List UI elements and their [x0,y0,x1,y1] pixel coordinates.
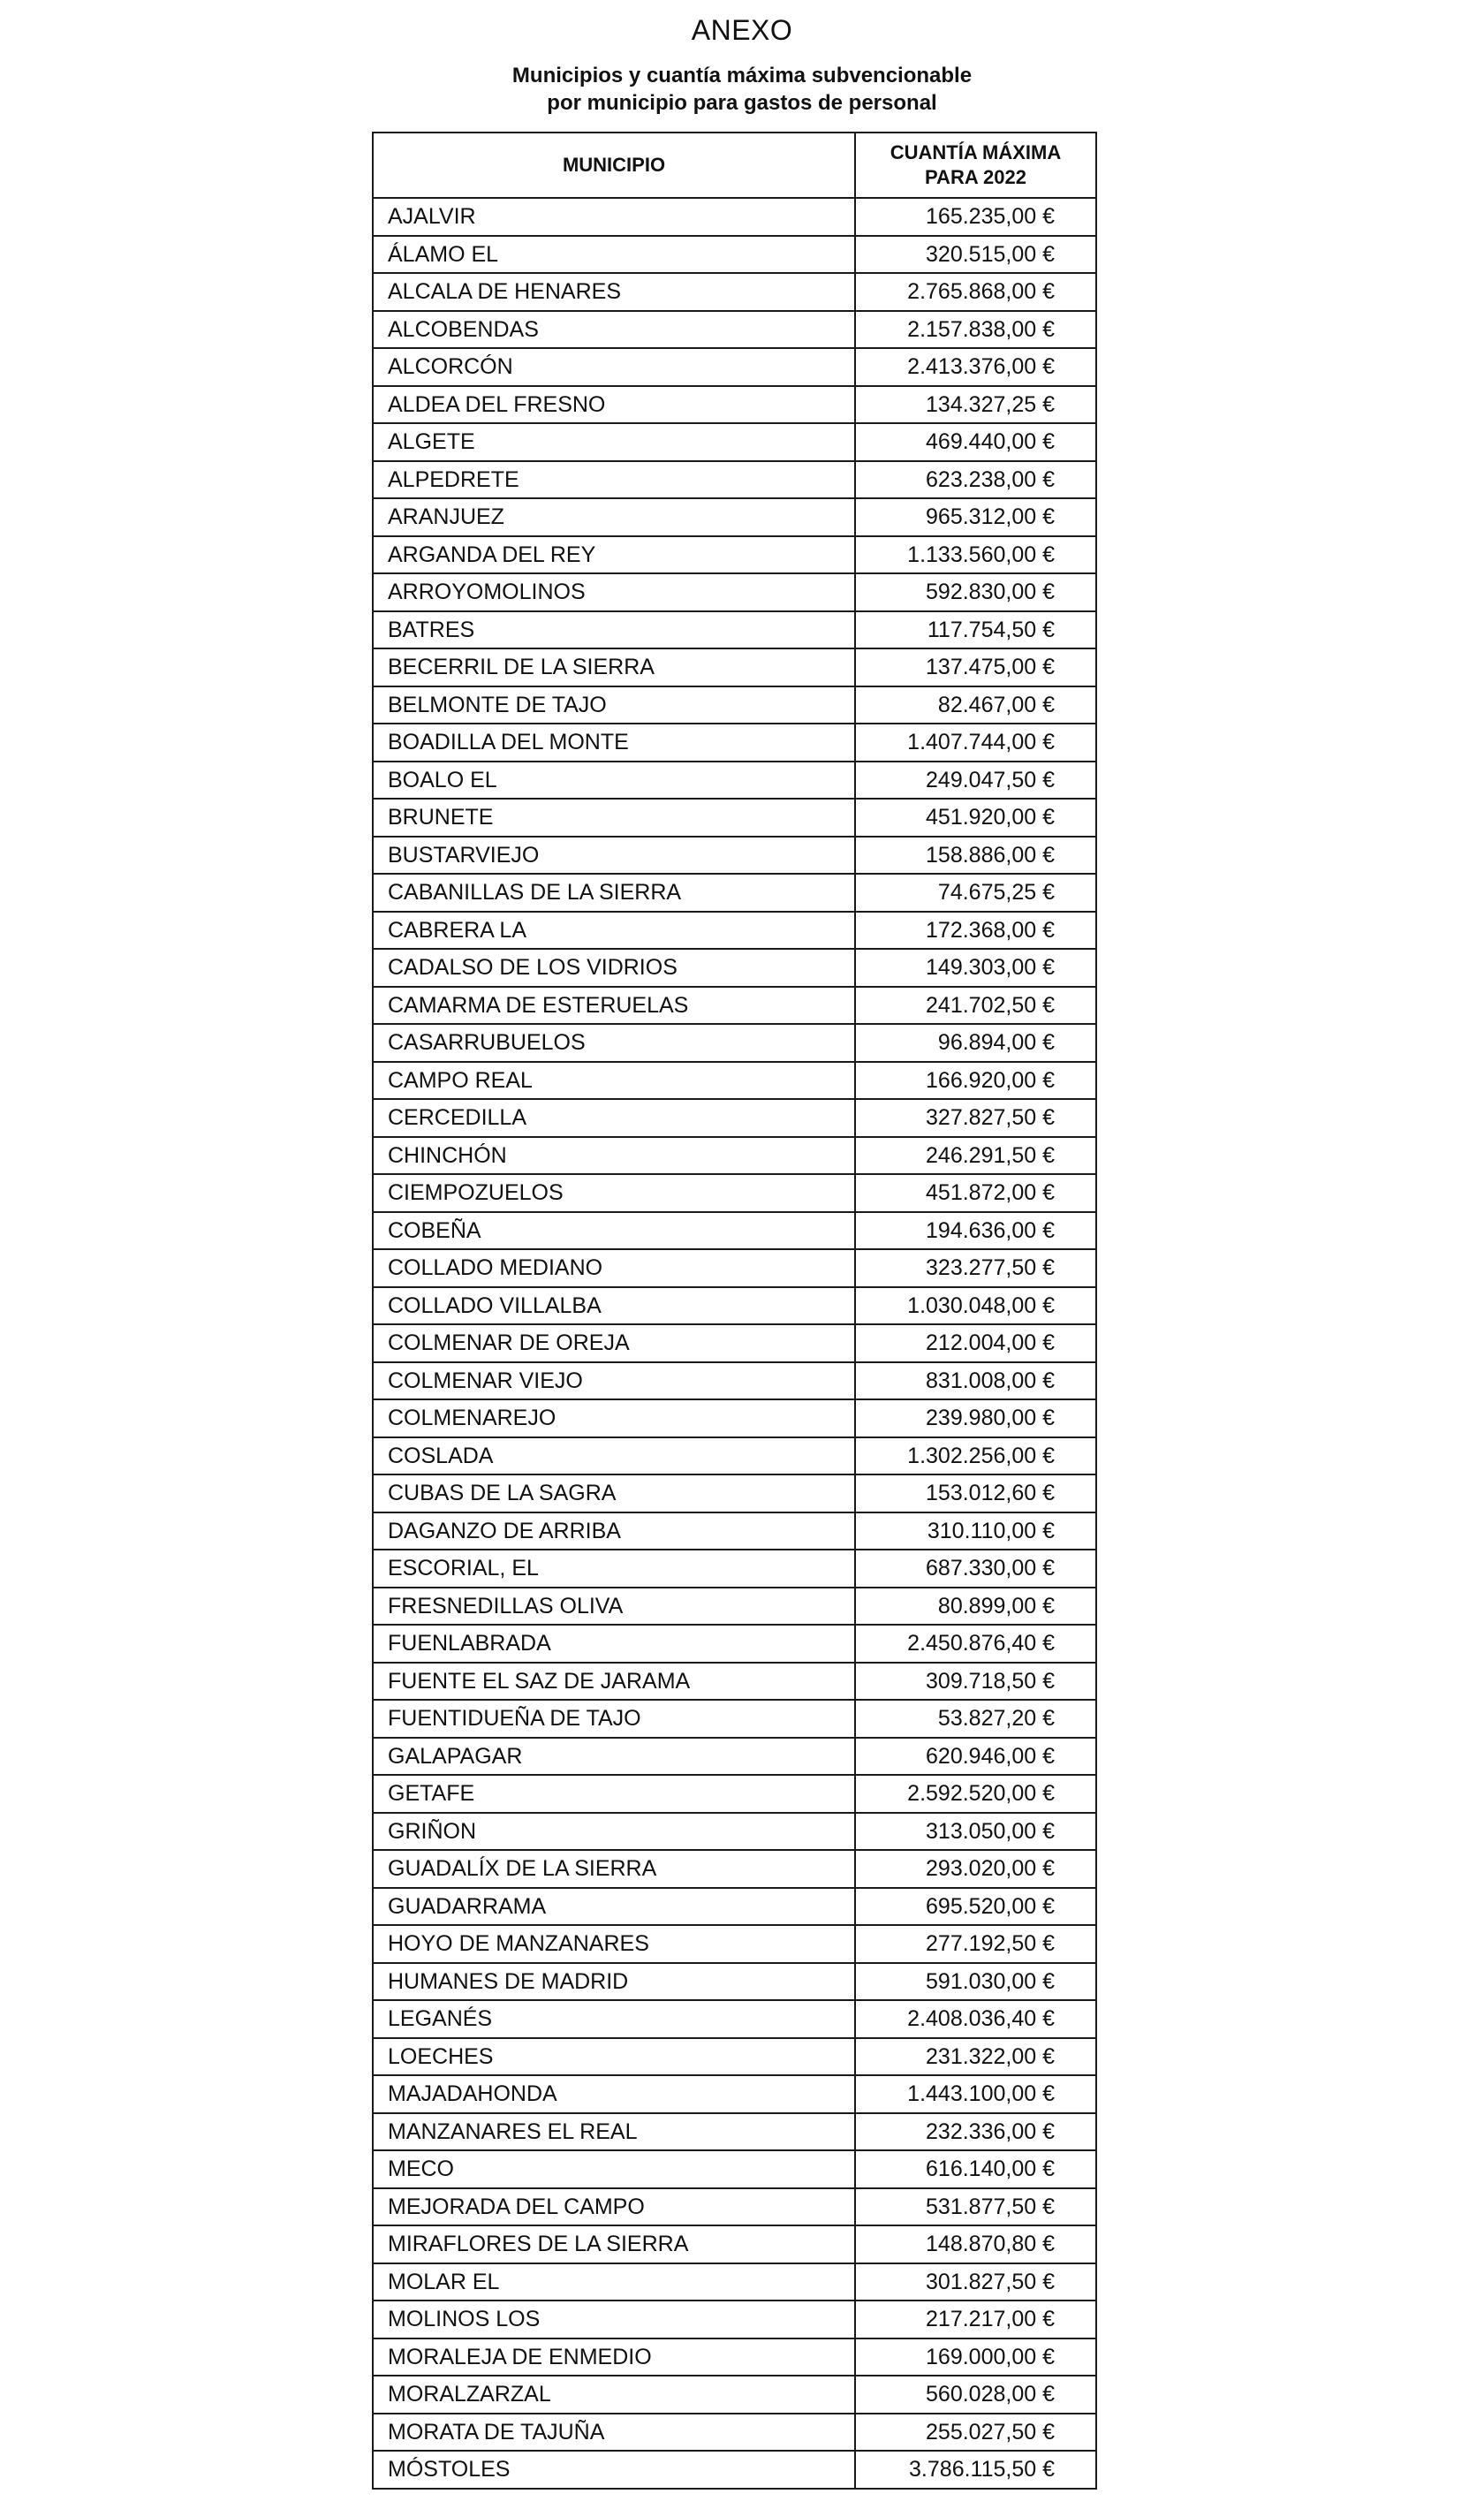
table-row [373,1474,1096,1512]
municipio-cell: HUMANES DE MADRID [373,1963,855,2001]
municipio-cell: COLLADO MEDIANO [373,1249,855,1287]
cuantia-cell: 592.830,00 € [855,573,1096,611]
table-row [373,198,1096,236]
table-row [373,461,1096,499]
table-row [373,498,1096,536]
cuantia-cell: 309.718,50 € [855,1663,1096,1701]
table-row [373,1512,1096,1550]
municipio-cell: CIEMPOZUELOS [373,1174,855,1212]
table-row [373,1738,1096,1776]
cuantia-header-line-1: CUANTÍA MÁXIMA [890,141,1062,163]
municipio-cell: MANZANARES EL REAL [373,2113,855,2151]
municipio-cell: CABANILLAS DE LA SIERRA [373,874,855,912]
cuantia-cell: 323.277,50 € [855,1249,1096,1287]
municipio-cell: GALAPAGAR [373,1738,855,1776]
cuantia-cell: 80.899,00 € [855,1588,1096,1626]
table-row [373,1775,1096,1813]
cuantia-cell: 320.515,00 € [855,236,1096,274]
cuantia-cell: 620.946,00 € [855,1738,1096,1776]
municipio-cell: COSLADA [373,1437,855,1475]
cuantia-cell: 153.012,60 € [855,1474,1096,1512]
cuantia-cell: 293.020,00 € [855,1850,1096,1888]
municipio-cell: GUADARRAMA [373,1888,855,1926]
municipios-table [372,132,1097,2490]
municipio-cell: GUADALÍX DE LA SIERRA [373,1850,855,1888]
cuantia-cell: 148.870,80 € [855,2225,1096,2263]
cuantia-cell: 149.303,00 € [855,949,1096,987]
table-header [373,133,1096,198]
table-row [373,1850,1096,1888]
table-row [373,1437,1096,1475]
municipio-cell: ARROYOMOLINOS [373,573,855,611]
cuantia-cell: 158.886,00 € [855,837,1096,875]
table-row [373,2000,1096,2038]
cuantia-cell: 169.000,00 € [855,2338,1096,2376]
table-row [373,2263,1096,2301]
municipio-cell: ALGETE [373,423,855,461]
cuantia-cell: 82.467,00 € [855,686,1096,724]
cuantia-cell: 687.330,00 € [855,1550,1096,1588]
municipio-cell: CABRERA LA [373,912,855,950]
table-row [373,2038,1096,2076]
column-header-municipio: MUNICIPIO [373,133,855,198]
cuantia-cell: 134.327,25 € [855,386,1096,424]
cuantia-cell: 1.443.100,00 € [855,2075,1096,2113]
municipio-cell: MORALEJA DE ENMEDIO [373,2338,855,2376]
cuantia-cell: 616.140,00 € [855,2150,1096,2188]
cuantia-cell: 194.636,00 € [855,1212,1096,1250]
cuantia-cell: 451.872,00 € [855,1174,1096,1212]
table-row [373,1324,1096,1362]
municipio-cell: COLMENAR VIEJO [373,1362,855,1400]
municipio-cell: FRESNEDILLAS OLIVA [373,1588,855,1626]
cuantia-cell: 1.133.560,00 € [855,536,1096,574]
municipio-cell: MOLAR EL [373,2263,855,2301]
table-row [373,1700,1096,1738]
cuantia-cell: 560.028,00 € [855,2376,1096,2414]
table-row [373,874,1096,912]
column-header-cuantia [855,133,1096,198]
table-row [373,1625,1096,1663]
table-row [373,762,1096,800]
table-row [373,573,1096,611]
municipio-cell: HOYO DE MANZANARES [373,1925,855,1963]
municipio-cell: DAGANZO DE ARRIBA [373,1512,855,1550]
cuantia-cell: 313.050,00 € [855,1813,1096,1851]
table-row [373,2150,1096,2188]
table-row [373,1137,1096,1175]
cuantia-cell: 217.217,00 € [855,2301,1096,2338]
table-row [373,799,1096,837]
table-body [373,198,1096,2489]
table-row [373,837,1096,875]
municipio-cell: BATRES [373,611,855,649]
table-row [373,1925,1096,1963]
table-row [373,949,1096,987]
municipio-cell: ARGANDA DEL REY [373,536,855,574]
municipio-cell: BOADILLA DEL MONTE [373,724,855,762]
municipio-cell: BOALO EL [373,762,855,800]
municipio-cell: MOLINOS LOS [373,2301,855,2338]
document-title: ANEXO [691,14,793,46]
table-row [373,1588,1096,1626]
municipio-cell: BUSTARVIEJO [373,837,855,875]
cuantia-cell: 166.920,00 € [855,1062,1096,1100]
cuantia-cell: 74.675,25 € [855,874,1096,912]
subtitle-line-1: Municipios y cuantía máxima subvencionable [511,64,973,87]
table-row [373,348,1096,386]
municipio-cell: MIRAFLORES DE LA SIERRA [373,2225,855,2263]
table-row [373,1362,1096,1400]
cuantia-cell: 831.008,00 € [855,1362,1096,1400]
table-row [373,2301,1096,2338]
table-row [373,2225,1096,2263]
table-row [373,1963,1096,2001]
municipio-cell: LOECHES [373,2038,855,2076]
municipio-cell: FUENTIDUEÑA DE TAJO [373,1700,855,1738]
municipio-cell: CASARRUBUELOS [373,1024,855,1062]
table-row [373,2075,1096,2113]
table-row [373,2451,1096,2489]
table-row [373,2338,1096,2376]
subtitle-line-2: por municipio para gastos de personal [547,91,937,115]
table-row [373,1287,1096,1325]
cuantia-cell: 1.407.744,00 € [855,724,1096,762]
table-row [373,912,1096,950]
cuantia-cell: 241.702,50 € [855,987,1096,1025]
municipio-cell: CUBAS DE LA SAGRA [373,1474,855,1512]
table-row [373,1062,1096,1100]
cuantia-cell: 165.235,00 € [855,198,1096,236]
municipio-cell: ALCOBENDAS [373,311,855,349]
table-row [373,1888,1096,1926]
municipio-cell: FUENTE EL SAZ DE JARAMA [373,1663,855,1701]
municipio-cell: MECO [373,2150,855,2188]
cuantia-cell: 2.450.876,40 € [855,1625,1096,1663]
table-row [373,611,1096,649]
cuantia-cell: 1.030.048,00 € [855,1287,1096,1325]
table-row [373,536,1096,574]
municipio-cell: AJALVIR [373,198,855,236]
municipio-cell: MORALZARZAL [373,2376,855,2414]
municipio-cell: MEJORADA DEL CAMPO [373,2188,855,2226]
municipio-cell: BELMONTE DE TAJO [373,686,855,724]
cuantia-cell: 137.475,00 € [855,648,1096,686]
municipio-cell: LEGANÉS [373,2000,855,2038]
cuantia-cell: 591.030,00 € [855,1963,1096,2001]
municipio-cell: ALDEA DEL FRESNO [373,386,855,424]
table-row [373,2376,1096,2414]
cuantia-cell: 965.312,00 € [855,498,1096,536]
municipio-cell: CERCEDILLA [373,1099,855,1137]
municipio-cell: CHINCHÓN [373,1137,855,1175]
municipio-cell: MÓSTOLES [373,2451,855,2489]
cuantia-cell: 310.110,00 € [855,1512,1096,1550]
table-row [373,273,1096,311]
municipio-cell: MAJADAHONDA [373,2075,855,2113]
cuantia-cell: 623.238,00 € [855,461,1096,499]
table-row [373,1663,1096,1701]
municipio-cell: ÁLAMO EL [373,236,855,274]
cuantia-cell: 2.157.838,00 € [855,311,1096,349]
table-row [373,1174,1096,1212]
table-row [373,386,1096,424]
cuantia-cell: 96.894,00 € [855,1024,1096,1062]
table-row [373,1399,1096,1437]
cuantia-cell: 3.786.115,50 € [855,2451,1096,2489]
municipio-cell: COLMENAREJO [373,1399,855,1437]
table-row [373,2414,1096,2452]
cuantia-cell: 239.980,00 € [855,1399,1096,1437]
cuantia-cell: 246.291,50 € [855,1137,1096,1175]
municipio-cell: ALCORCÓN [373,348,855,386]
cuantia-cell: 249.047,50 € [855,762,1096,800]
cuantia-cell: 277.192,50 € [855,1925,1096,1963]
cuantia-cell: 2.413.376,00 € [855,348,1096,386]
table-row [373,1024,1096,1062]
table-row [373,2113,1096,2151]
table-row [373,648,1096,686]
cuantia-cell: 301.827,50 € [855,2263,1096,2301]
table-row [373,2188,1096,2226]
cuantia-cell: 2.408.036,40 € [855,2000,1096,2038]
cuantia-cell: 172.368,00 € [855,912,1096,950]
municipio-cell: COBEÑA [373,1212,855,1250]
municipio-cell: ESCORIAL, EL [373,1550,855,1588]
cuantia-cell: 469.440,00 € [855,423,1096,461]
municipio-cell: COLLADO VILLALBA [373,1287,855,1325]
table-row [373,987,1096,1025]
table-row [373,1212,1096,1250]
municipio-cell: ARANJUEZ [373,498,855,536]
table-row [373,1099,1096,1137]
municipio-cell: FUENLABRADA [373,1625,855,1663]
municipio-cell: CADALSO DE LOS VIDRIOS [373,949,855,987]
cuantia-cell: 117.754,50 € [855,611,1096,649]
municipio-cell: BRUNETE [373,799,855,837]
municipio-cell: ALPEDRETE [373,461,855,499]
cuantia-cell: 2.765.868,00 € [855,273,1096,311]
cuantia-cell: 695.520,00 € [855,1888,1096,1926]
cuantia-cell: 255.027,50 € [855,2414,1096,2452]
cuantia-cell: 231.322,00 € [855,2038,1096,2076]
table-row [373,311,1096,349]
cuantia-cell: 451.920,00 € [855,799,1096,837]
table-row [373,423,1096,461]
table-row [373,236,1096,274]
cuantia-cell: 2.592.520,00 € [855,1775,1096,1813]
municipio-cell: CAMPO REAL [373,1062,855,1100]
cuantia-cell: 327.827,50 € [855,1099,1096,1137]
cuantia-cell: 53.827,20 € [855,1700,1096,1738]
header-row [373,133,1096,198]
cuantia-header-line-2: PARA 2022 [925,166,1026,188]
table-row [373,1249,1096,1287]
municipio-cell: CAMARMA DE ESTERUELAS [373,987,855,1025]
document-subtitle [0,62,1484,117]
cuantia-cell: 1.302.256,00 € [855,1437,1096,1475]
municipio-cell: MORATA DE TAJUÑA [373,2414,855,2452]
municipio-cell: GETAFE [373,1775,855,1813]
cuantia-cell: 212.004,00 € [855,1324,1096,1362]
table-row [373,1813,1096,1851]
municipio-cell: BECERRIL DE LA SIERRA [373,648,855,686]
table-row [373,1550,1096,1588]
cuantia-cell: 232.336,00 € [855,2113,1096,2151]
municipio-cell: ALCALA DE HENARES [373,273,855,311]
cuantia-cell: 531.877,50 € [855,2188,1096,2226]
table-row [373,686,1096,724]
municipio-cell: GRIÑON [373,1813,855,1851]
municipio-cell: COLMENAR DE OREJA [373,1324,855,1362]
table-row [373,724,1096,762]
